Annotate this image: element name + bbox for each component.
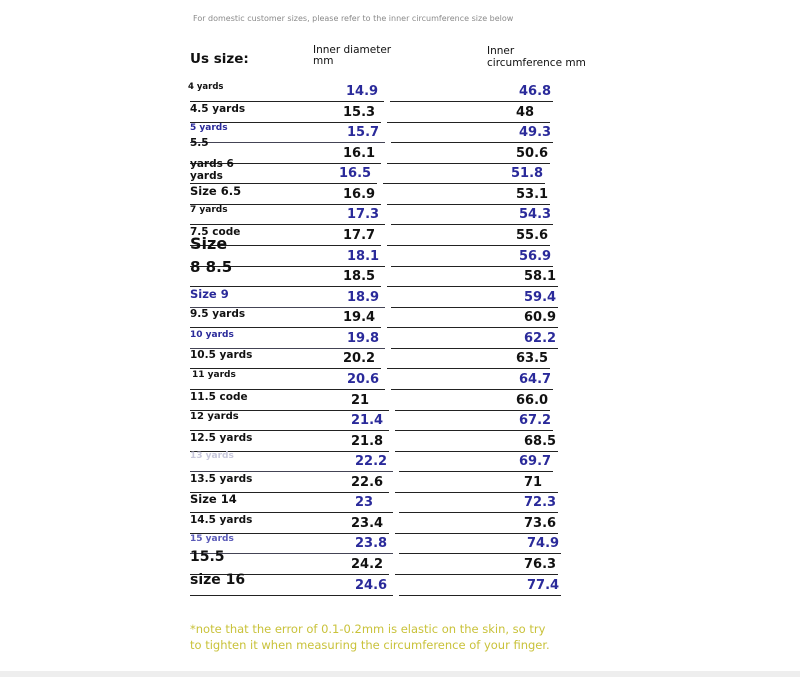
row-inner-diameter: 16.9 [343, 187, 376, 202]
row-size-label: 13.5 yards [190, 472, 253, 485]
row-size-label: 15 yards [190, 534, 234, 544]
row-underline-right [395, 492, 558, 493]
row-inner-circumference: 67.2 [519, 413, 552, 428]
row-inner-circumference: 55.6 [516, 228, 549, 243]
row-underline-right [399, 595, 561, 596]
row-inner-circumference: 66.0 [516, 393, 549, 408]
row-inner-circumference: 60.9 [524, 310, 557, 325]
row-inner-circumference: 56.9 [519, 249, 552, 264]
row-size-label: 11.5 code [190, 390, 248, 403]
row-size-label: 5.5 [190, 136, 209, 149]
row-inner-diameter: 19.8 [347, 331, 380, 346]
row-inner-diameter: 23 [355, 495, 374, 510]
header-inner-diameter: Inner diameter mm [313, 44, 392, 67]
row-underline-right [387, 368, 550, 369]
row-size-label: 10 yards [190, 330, 234, 340]
row-underline-right [395, 533, 558, 534]
row-size-label: 15.5 [190, 549, 225, 565]
row-inner-diameter: 22.6 [351, 475, 384, 490]
row-underline-right [395, 410, 550, 411]
row-inner-circumference: 46.8 [519, 84, 552, 99]
row-size-label: 13 yards [190, 451, 234, 461]
row-inner-circumference: 69.7 [519, 454, 552, 469]
row-inner-diameter: 22.2 [355, 454, 388, 469]
row-size-label: 10.5 yards [190, 348, 253, 361]
row-inner-circumference: 53.1 [516, 187, 549, 202]
header-us-size: Us size: [190, 51, 249, 67]
row-underline-right [383, 183, 545, 184]
row-underline-left [190, 142, 385, 143]
row-underline-right [387, 204, 550, 205]
row-underline-right [395, 451, 558, 452]
row-size-label: 4 yards [188, 81, 224, 92]
row-underline-left [190, 595, 393, 596]
row-size-label: Size 9 [190, 286, 229, 301]
row-size-label: 5 yards [190, 123, 228, 133]
row-inner-diameter: 21.4 [351, 413, 384, 428]
row-size-label: 12 yards [190, 411, 239, 422]
row-size-label: 9.5 yards [190, 307, 246, 320]
row-size-label: 8 8.5 [190, 258, 233, 276]
row-inner-circumference: 76.3 [524, 557, 557, 572]
row-underline-right [387, 286, 558, 287]
row-inner-diameter: 15.3 [343, 105, 376, 120]
row-size-label: Size 14 [190, 491, 237, 506]
row-inner-diameter: 14.9 [346, 84, 379, 99]
row-underline-right [399, 553, 561, 554]
row-size-label: size 16 [190, 572, 246, 588]
row-inner-diameter: 18.1 [347, 249, 380, 264]
row-inner-diameter: 18.9 [347, 290, 380, 305]
row-size-label: 11 yards [192, 370, 236, 380]
row-size-label: yards 6 yards [190, 158, 234, 182]
row-inner-diameter: 16.1 [343, 146, 376, 161]
row-underline-right [387, 245, 550, 246]
row-inner-diameter: 16.5 [339, 166, 372, 181]
row-inner-diameter: 23.4 [351, 516, 384, 531]
row-size-label: 7 yards [190, 205, 228, 215]
row-size-label: 14.5 yards [190, 513, 253, 526]
row-size-label: Size [190, 234, 228, 253]
row-underline-right [399, 471, 553, 472]
row-inner-diameter: 17.3 [347, 207, 380, 222]
row-inner-diameter: 17.7 [343, 228, 376, 243]
row-inner-diameter: 23.8 [355, 536, 388, 551]
row-inner-circumference: 73.6 [524, 516, 557, 531]
row-underline-right [391, 266, 553, 267]
row-inner-diameter: 20.6 [347, 372, 380, 387]
row-inner-circumference: 68.5 [524, 434, 557, 449]
row-inner-circumference: 49.3 [519, 125, 552, 140]
row-underline-right [387, 163, 550, 164]
row-inner-diameter: 20.2 [343, 351, 376, 366]
row-inner-circumference: 71 [524, 475, 543, 490]
row-inner-circumference: 77.4 [527, 578, 560, 593]
row-inner-diameter: 21.8 [351, 434, 384, 449]
measurement-note: *note that the error of 0.1-0.2mm is elastic on the skin, so try to tighten it when measuring the circumference of your finger. [190, 622, 550, 652]
row-inner-circumference: 48 [516, 105, 535, 120]
row-underline-right [391, 348, 558, 349]
row-inner-circumference: 51.8 [511, 166, 544, 181]
row-underline-right [391, 142, 553, 143]
row-inner-circumference: 50.6 [516, 146, 549, 161]
row-size-label: 4.5 yards [190, 102, 246, 115]
header-inner-circumference: Inner circumference mm [487, 45, 586, 69]
row-inner-diameter: 19.4 [343, 310, 376, 325]
row-underline-left [190, 368, 381, 369]
row-inner-circumference: 64.7 [519, 372, 552, 387]
bottom-divider [0, 671, 800, 677]
row-inner-diameter: 18.5 [343, 269, 376, 284]
row-inner-circumference: 54.3 [519, 207, 552, 222]
row-inner-diameter: 24.6 [355, 578, 388, 593]
row-inner-diameter: 24.2 [351, 557, 384, 572]
row-inner-circumference: 58.1 [524, 269, 557, 284]
row-underline-right [387, 122, 550, 123]
row-size-label: 12.5 yards [190, 431, 253, 444]
row-inner-circumference: 59.4 [524, 290, 557, 305]
row-size-label: Size 6.5 [190, 183, 242, 198]
row-underline-right [387, 327, 558, 328]
row-inner-diameter: 21 [351, 393, 370, 408]
row-inner-circumference: 63.5 [516, 351, 549, 366]
row-underline-right [395, 430, 553, 431]
row-inner-diameter: 15.7 [347, 125, 380, 140]
row-underline-right [391, 307, 558, 308]
row-underline-right [390, 101, 553, 102]
row-size-label: 7.5 code [190, 225, 241, 238]
row-inner-circumference: 72.3 [524, 495, 557, 510]
row-underline-right [391, 224, 553, 225]
row-underline-right [391, 389, 553, 390]
row-inner-circumference: 74.9 [527, 536, 560, 551]
row-underline-right [395, 574, 558, 575]
row-underline-right [399, 512, 558, 513]
row-inner-circumference: 62.2 [524, 331, 557, 346]
row-underline-left [190, 327, 381, 328]
intro-text: For domestic customer sizes, please refer to the inner circumference size below [193, 14, 514, 23]
